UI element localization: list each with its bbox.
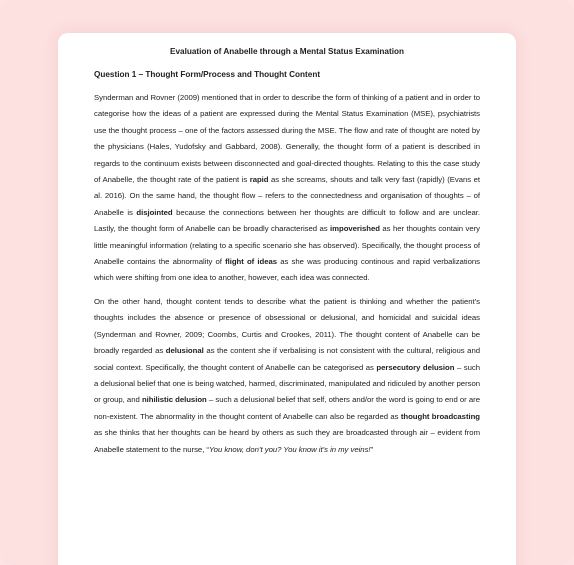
document-title: Evaluation of Anabelle through a Mental Status Examination <box>170 47 404 56</box>
paragraph-thought-form: Synderman and Rovner (2009) mentioned that in order to describe the form of thinking of a patient and in order to categorise how the ideas of a patient are expressed during the Mental Status Examination (MSE), psychiatrists use the thought process – one of the factors assessed during the MSE. The flow and rate of thought are noted by the physicians (Hales, Yudofsky and Gabbard, 2008). Generally, the thought form of a patient is described in regards to the continuum exists between disconnected and goal-directed thoughts. Relating to this the case study of Anabelle, the thought rate of the patient is rapid as she screams, shouts and talk very fast (rapidly) (Evans et al. 2016). On the same hand, the thought flow – refers to the connectedness and organisation of thoughts – of Anabelle is disjointed because the connections between her thoughts are difficult to follow and are unclear. Lastly, the thought form of Anabelle can be broadly characterised as impoverished as her thoughts contain very little meaningful information (relating to a specific scenario she has observed). Specifically, the thought process of Anabelle contains the abnormality of flight of ideas as she was producing continous and rapid verbalizations which were shifting from one idea to another, however, each idea was connected. <box>94 93 480 283</box>
term-flight-of-ideas: flight of ideas <box>225 257 278 267</box>
quote-anabelle: You know, don’t you? You know it’s in my veins! <box>208 444 371 454</box>
term-disjointed: disjointed <box>136 207 173 217</box>
question-heading: Question 1 – Thought Form/Process and Thought Content <box>94 70 321 79</box>
term-delusional: delusional <box>165 346 204 356</box>
term-rapid: rapid <box>249 175 269 185</box>
paragraph-thought-content: On the other hand, thought content tends to describe what the patient is thinking and whether the patient’s thoughts includes the absence or presence of obsessional or delusional, and homicidal and suicidal ideas (Synderman and Rovner, 2009; Coombs, Curtis and Crookes, 2011). The thought content of Anabelle can be broadly regarded as delusional as the content she if verbalising is not consistent with the cultural, religious and social context. Specifically, the thought content of Anabelle can be categorised as persecutory delusion – such a delusional belief that one is being watched, harmed, discriminated, manipulated and ridiculed by another person or group, and nihilistic delusion – such a delusional belief that self, others and/or the word is going to end or are non-existent. The abnormality in the thought content of Anabelle can also be regarded as thought broadcasting as she thinks that her thoughts can be heard by others as such they are broadcasted through air – evident from Anabelle statement to the nurse, “You know, don’t you? You know it’s in my veins!” <box>94 296 480 454</box>
term-impoverished: impoverished <box>330 224 380 234</box>
term-persecutory-delusion: persecutory delusion <box>376 362 455 372</box>
term-thought-broadcasting: thought broadcasting <box>400 411 480 421</box>
document-page <box>58 33 516 565</box>
term-nihilistic-delusion: nihilistic delusion <box>141 395 207 405</box>
